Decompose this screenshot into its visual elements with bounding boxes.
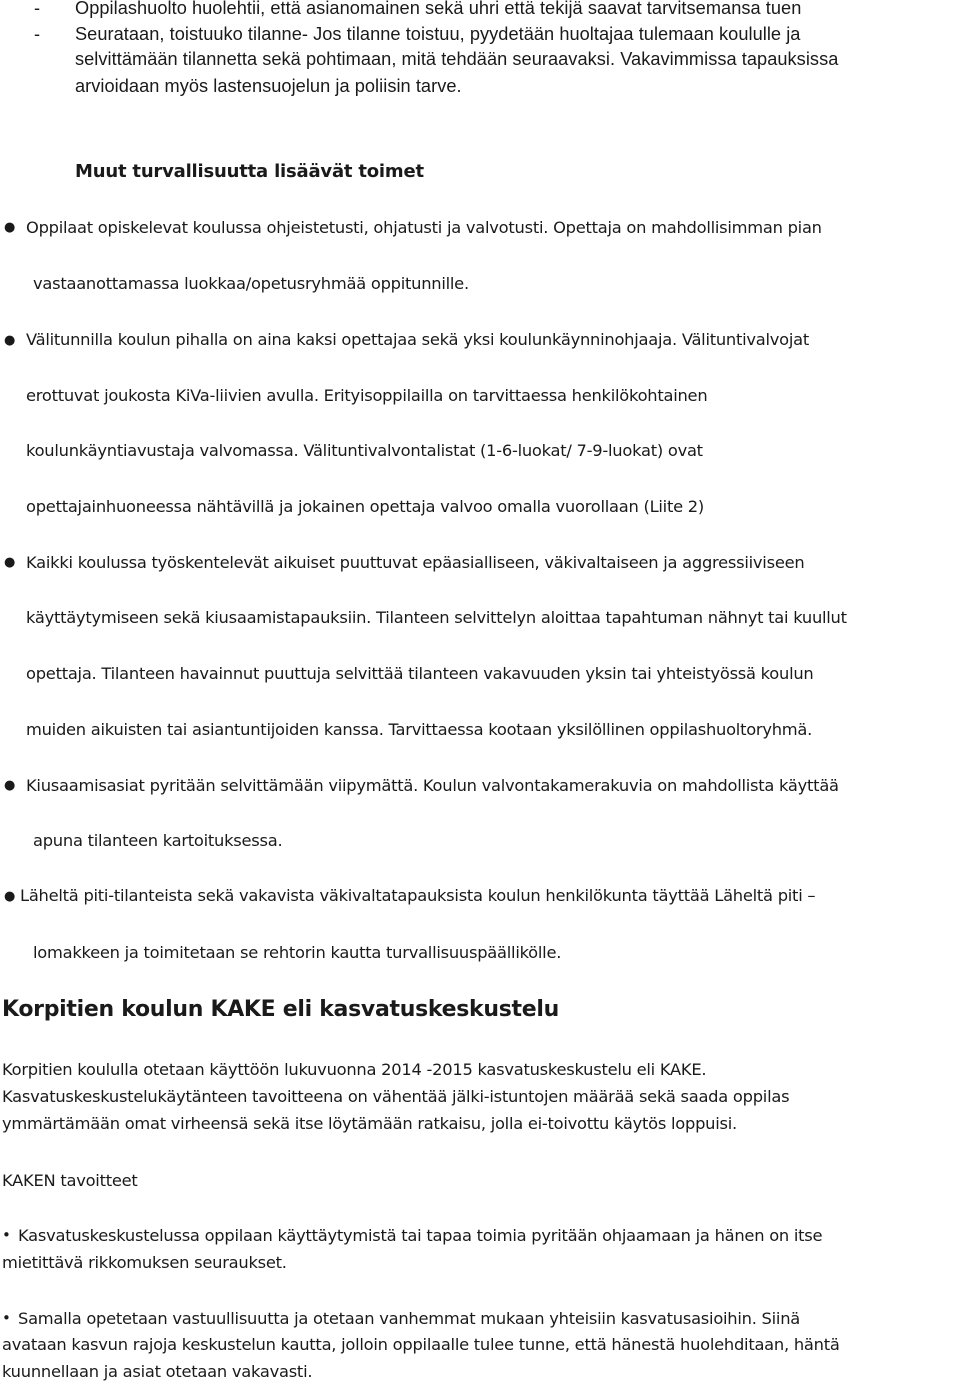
safety-item-5-line-1: Läheltä piti-tilanteista sekä vakavista väkivaltatapauksista koulun henkilökunta täyttää Läheltä piti – <box>20 886 816 905</box>
safety-item-3-line-3: opettaja. Tilanteen havainnut puuttuja selvittää tilanteen vakavuuden yksin tai yhteistyössä koulun <box>26 664 814 683</box>
kake-goal-2-line-2: avataan kasvun rajoja keskustelun kautta, jolloin oppilaalle tulee tunne, että hänestä huolehditaan, häntä <box>2 1335 840 1354</box>
safety-item-3-line-4: muiden aikuisten tai asiantuntijoiden kanssa. Tarvittaessa kootaan yksilöllinen oppilashuoltoryhmä. <box>26 720 813 739</box>
safety-item-2-line-1: Välitunnilla koulun pihalla on aina kaksi opettajaa sekä yksi koulunkäynninohjaaja. Välituntivalvojat <box>26 330 810 349</box>
kake-intro-line-3: ymmärtämään omat virheensä sekä itse löytämään ratkaisu, jolla ei-toivottu käytös loppuisi. <box>2 1114 737 1133</box>
intro-item-2-line-1: Seurataan, toistuuko tilanne- Jos tilanne toistuu, pyydetään huoltajaa tulemaan koululle ja <box>75 24 801 44</box>
kake-goal-1-line-2: mietittävä rikkomuksen seuraukset. <box>2 1253 287 1272</box>
dash-marker: - <box>34 24 41 44</box>
kake-goal-2-line-3: kuunnellaan ja asiat otetaan vakavasti. <box>2 1362 313 1381</box>
kake-intro-line-2: Kasvatuskeskustelukäytänteen tavoitteena on vähentää jälki-istuntojen määrää sekä saada oppilas <box>2 1087 790 1106</box>
safety-item-1-line-2: vastaanottamassa luokkaa/opetusryhmää oppitunnille. <box>33 274 469 293</box>
bullet-marker: ● <box>4 555 16 570</box>
kake-goals-heading: KAKEN tavoitteet <box>2 1171 138 1190</box>
safety-heading: Muut turvallisuutta lisäävät toimet <box>75 161 424 182</box>
safety-item-3-line-1: Kaikki koulussa työskentelevät aikuiset puuttuvat epäasialliseen, väkivaltaiseen ja aggressiiviseen <box>26 553 805 572</box>
intro-item-2-line-3: arvioidaan myös lastensuojelun ja poliisin tarve. <box>75 76 462 96</box>
safety-item-2-line-4: opettajainhuoneessa nähtävillä ja jokainen opettaja valvoo omalla vuorollaan (Liite 2) <box>26 497 704 516</box>
intro-item-2-line-2: selvittämään tilannetta sekä pohtimaan, mitä tehdään seuraavaksi. Vakavimmissa tapauksissa <box>75 49 839 69</box>
kake-goal-1-line-1: Kasvatuskeskustelussa oppilaan käyttäytymistä tai tapaa toimia pyritään ohjaamaan ja hänen on itse <box>18 1226 823 1245</box>
kake-goal-2-line-1: Samalla opetetaan vastuullisuutta ja otetaan vanhemmat mukaan yhteisiin kasvatusasioihin. Siinä <box>18 1309 800 1328</box>
bullet-marker: ● <box>4 889 16 904</box>
safety-item-5-line-2: lomakkeen ja toimitetaan se rehtorin kautta turvallisuuspäällikölle. <box>33 943 562 962</box>
dash-marker: - <box>34 0 41 18</box>
safety-item-4-line-2: apuna tilanteen kartoituksessa. <box>33 831 283 850</box>
kake-heading: Korpitien koulun KAKE eli kasvatuskeskustelu <box>2 997 559 1022</box>
safety-item-3-line-2: käyttäytymiseen sekä kiusaamistapauksiin. Tilanteen selvittelyn aloittaa tapahtuman nähnyt tai kuullut <box>26 608 847 627</box>
bullet-marker: ● <box>4 220 16 235</box>
bullet-marker: • <box>2 1309 11 1327</box>
bullet-marker: ● <box>4 778 16 793</box>
kake-intro-line-1: Korpitien koululla otetaan käyttöön lukuvuonna 2014 -2015 kasvatuskeskustelu eli KAKE. <box>2 1060 707 1079</box>
safety-item-1-line-1: Oppilaat opiskelevat koulussa ohjeistetusti, ohjatusti ja valvotusti. Opettaja on mahdollisimman pian <box>26 218 822 237</box>
bullet-marker: ● <box>4 333 16 348</box>
intro-item-1: Oppilashuolto huolehtii, että asianomainen sekä uhri että tekijä saavat tarvitsemansa tuen <box>75 0 802 18</box>
safety-item-2-line-3: koulunkäyntiavustaja valvomassa. Välituntivalvontalistat (1-6-luokat/ 7-9-luokat) ovat <box>26 441 703 460</box>
safety-item-4-line-1: Kiusaamisasiat pyritään selvittämään viipymättä. Koulun valvontakamerakuvia on mahdollista käyttää <box>26 776 839 795</box>
safety-item-2-line-2: erottuvat joukosta KiVa-liivien avulla. Erityisoppilailla on tarvittaessa henkilökohtainen <box>26 386 708 405</box>
bullet-marker: • <box>2 1226 11 1244</box>
